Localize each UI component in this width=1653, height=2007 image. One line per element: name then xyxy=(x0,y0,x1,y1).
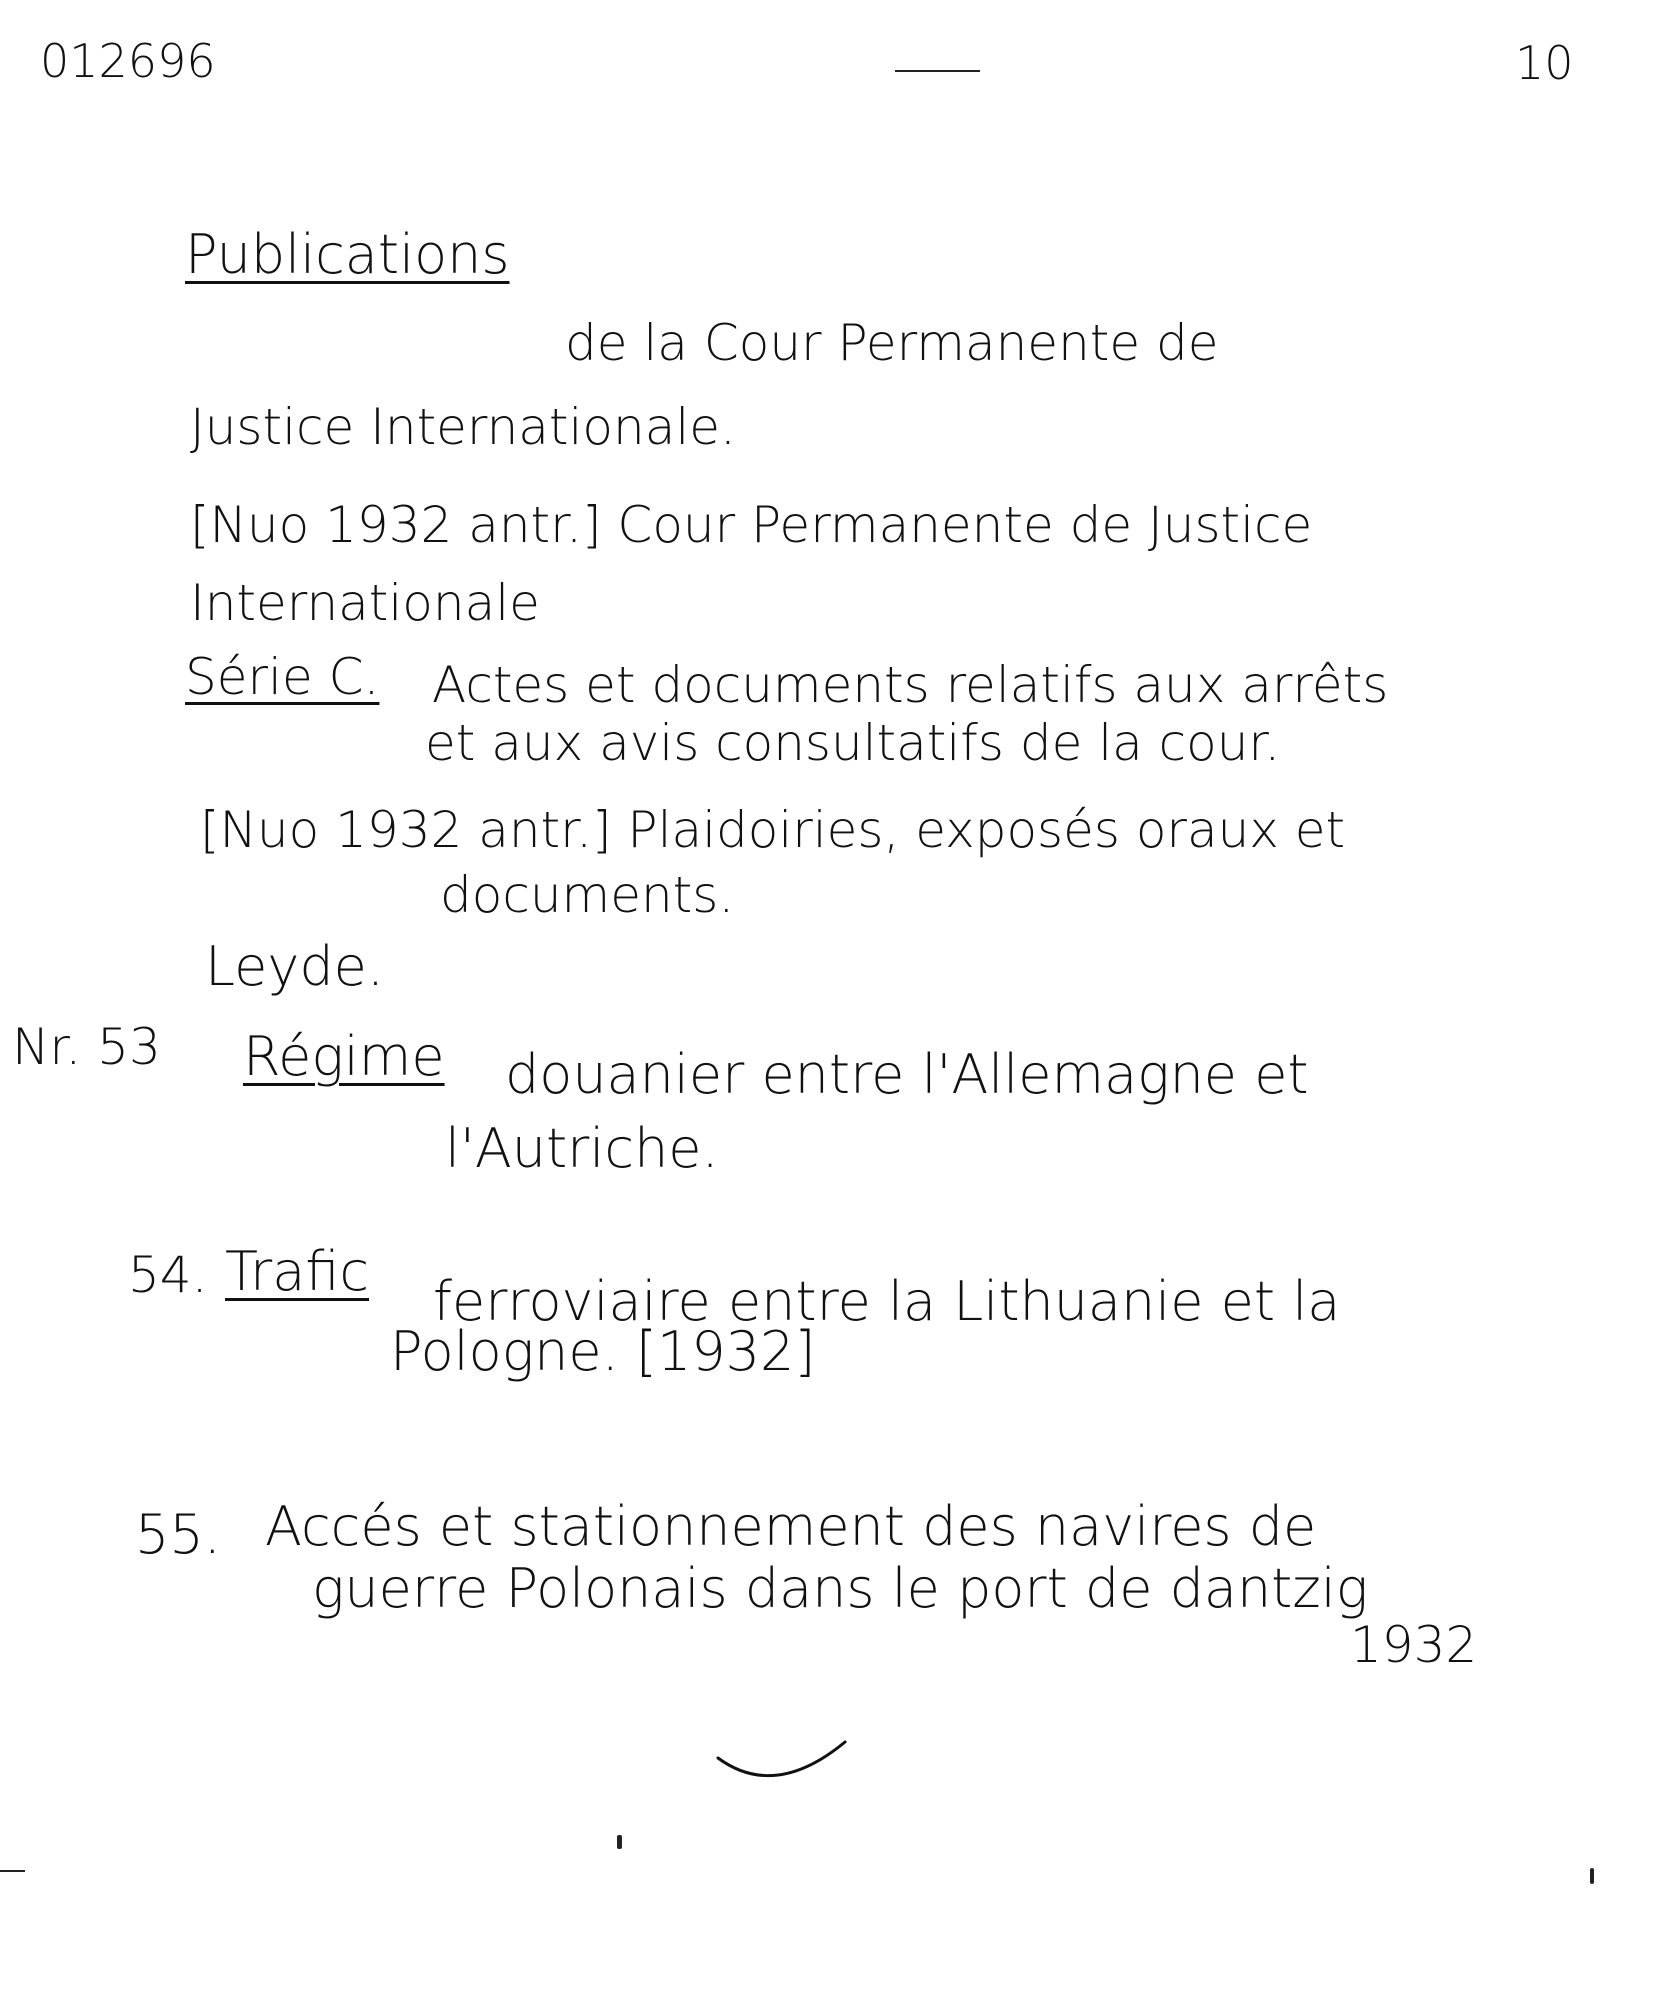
entry-55-year: 1932 xyxy=(1350,1616,1478,1674)
entry-54-text: ferroviaire entre la Lithuanie et la xyxy=(433,1270,1341,1333)
entry-53-keyword: Régime xyxy=(243,1025,445,1088)
serie-label: Série C. xyxy=(185,648,380,706)
entry-55-text: Accés et stationnement des navires de xyxy=(265,1495,1317,1558)
entry-53-continuation: l'Autriche. xyxy=(445,1117,719,1180)
serie-text: Actes et documents relatifs aux arrêts xyxy=(432,656,1389,714)
entry-53-number: Nr. 53 xyxy=(12,1018,161,1076)
place-name: Leyde. xyxy=(205,935,384,998)
page-number: 10 xyxy=(1515,36,1574,90)
entry-55-continuation: guerre Polonais dans le port de dantzig xyxy=(312,1557,1369,1620)
entry-55-number: 55. xyxy=(135,1503,221,1566)
body-line-4: Internationale xyxy=(190,574,540,632)
entry-54-number: 54. xyxy=(128,1246,208,1304)
body-line-8: documents. xyxy=(440,866,735,924)
serie-continuation: et aux avis consultatifs de la cour. xyxy=(425,714,1281,772)
card-id-number: 012696 xyxy=(40,34,216,88)
heading-publications: Publications xyxy=(185,223,510,286)
body-line-2: Justice Internationale. xyxy=(190,398,736,456)
body-line-3: [Nuo 1932 antr.] Cour Permanente de Justice xyxy=(190,496,1313,554)
entry-54-continuation: Pologne. [1932] xyxy=(390,1320,816,1383)
body-line-1: de la Cour Permanente de xyxy=(565,314,1219,372)
body-line-7: [Nuo 1932 antr.] Plaidoiries, exposés oraux et xyxy=(200,801,1346,859)
entry-54-keyword: Trafic xyxy=(225,1240,370,1303)
entry-53-text: douanier entre l'Allemagne et xyxy=(505,1043,1309,1106)
